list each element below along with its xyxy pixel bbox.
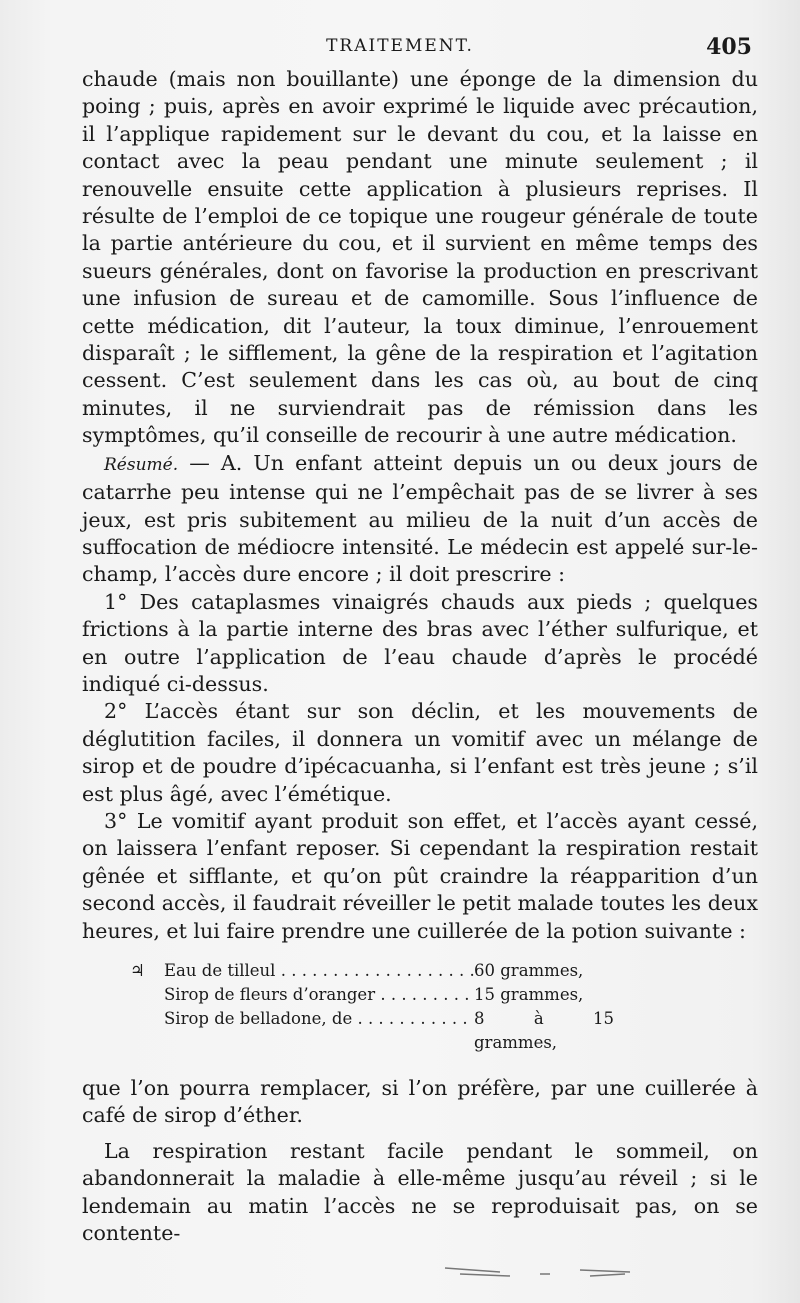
item-3: 3° Le vomitif ayant produit son effet, et l’accès ayant cessé, on laissera l’enfant reposer. Si cependant la respiration restait gênée et sifflante, et qu’on pût craindre la réapparition d’un second accès, il faudrait réveiller le petit malade toutes les deux heures, et lui faire prendre une cuillerée de la potion suivante :	[82, 808, 758, 943]
recipe-name: Eau de tilleul . . .	[164, 959, 474, 983]
resume-text: — A. Un enfant atteint depuis un ou deux jours de catarrhe peu intense qui ne l’empêchait pas de se livrer à ses jeux, est pris subitement au milieu de la nuit d’un accès de suffocation de médiocre intensité. Le médecin est appelé sur-le-champ, l’accès dure encore ; il doit prescrire :	[82, 450, 758, 587]
recipe-name: Sirop de fleurs d’oranger . . .	[164, 983, 474, 1007]
item-1: 1° Des cataplasmes vinaigrés chauds aux pieds ; quelques frictions à la partie interne des bras avec l’éther sulfurique, et en outre l’application de l’eau chaude d’après le procédé indiqué ci-dessus.	[82, 589, 758, 696]
page-header	[0, 36, 800, 66]
recipe-row	[130, 959, 758, 983]
recipe-qty: 60 grammes,	[474, 961, 584, 980]
body-text	[82, 66, 758, 1247]
recipe-symbol	[130, 1007, 164, 1055]
recipe-qty: 15 grammes,	[474, 985, 584, 1004]
printer-ornament-icon	[440, 1262, 640, 1282]
paragraph-1: chaude (mais non bouillante) une éponge de la dimension du poing ; puis, après en avoir exprimé le liquide avec précaution, il l’applique rapidement sur le devant du cou, et la laisse en contact avec la peau pendant une minute seulement ; il renouvelle ensuite cette application à plusieurs reprises. Il résulte de l’emploi de ce topique une rougeur générale de toute la partie antérieure du cou, et il survient en même temps des sueurs générales, dont on favorise la production en prescrivant une infusion de sureau et de camomille. Sous l’influence de cette médication, dit l’auteur, la toux diminue, l’enrouement disparaît ; le sifflement, la gêne de la respiration et l’agitation cessent. C’est seulement dans les cas où, au bout de cinq minutes, il ne surviendrait pas de rémission dans les symptômes, qu’il conseille de recourir à une autre médication.	[82, 67, 758, 448]
resume-paragraph	[82, 450, 758, 589]
page-number: 405	[706, 34, 752, 60]
after-recipe: que l’on pourra remplacer, si l’on préfère, par une cuillerée à café de sirop d’éther.	[82, 1076, 758, 1128]
running-head: TRAITEMENT.	[326, 36, 474, 56]
recipe-list	[130, 959, 758, 1055]
recipe-row	[130, 1007, 758, 1055]
recipe-qty: 8 à 15 grammes,	[474, 1009, 614, 1052]
last-paragraph: La respiration restant facile pendant le sommeil, on abandonnerait la maladie à elle-même jusqu’au réveil ; si le lendemain au matin l’accès ne se reproduisait pas, on se contente-	[82, 1138, 758, 1246]
item-2: 2° L’accès étant sur son déclin, et les mouvements de déglutition faciles, il donnera un vomitif avec un mélange de sirop et de poudre d’ipécacuanha, si l’enfant est très jeune ; s’il est plus âgé, avec l’émétique.	[82, 699, 758, 806]
recipe-symbol	[130, 983, 164, 1007]
recipe-symbol: ♃	[130, 961, 145, 980]
resume-label: Résumé.	[104, 454, 179, 475]
recipe-name: Sirop de belladone, de . . .	[164, 1007, 474, 1055]
recipe-row	[130, 983, 758, 1007]
